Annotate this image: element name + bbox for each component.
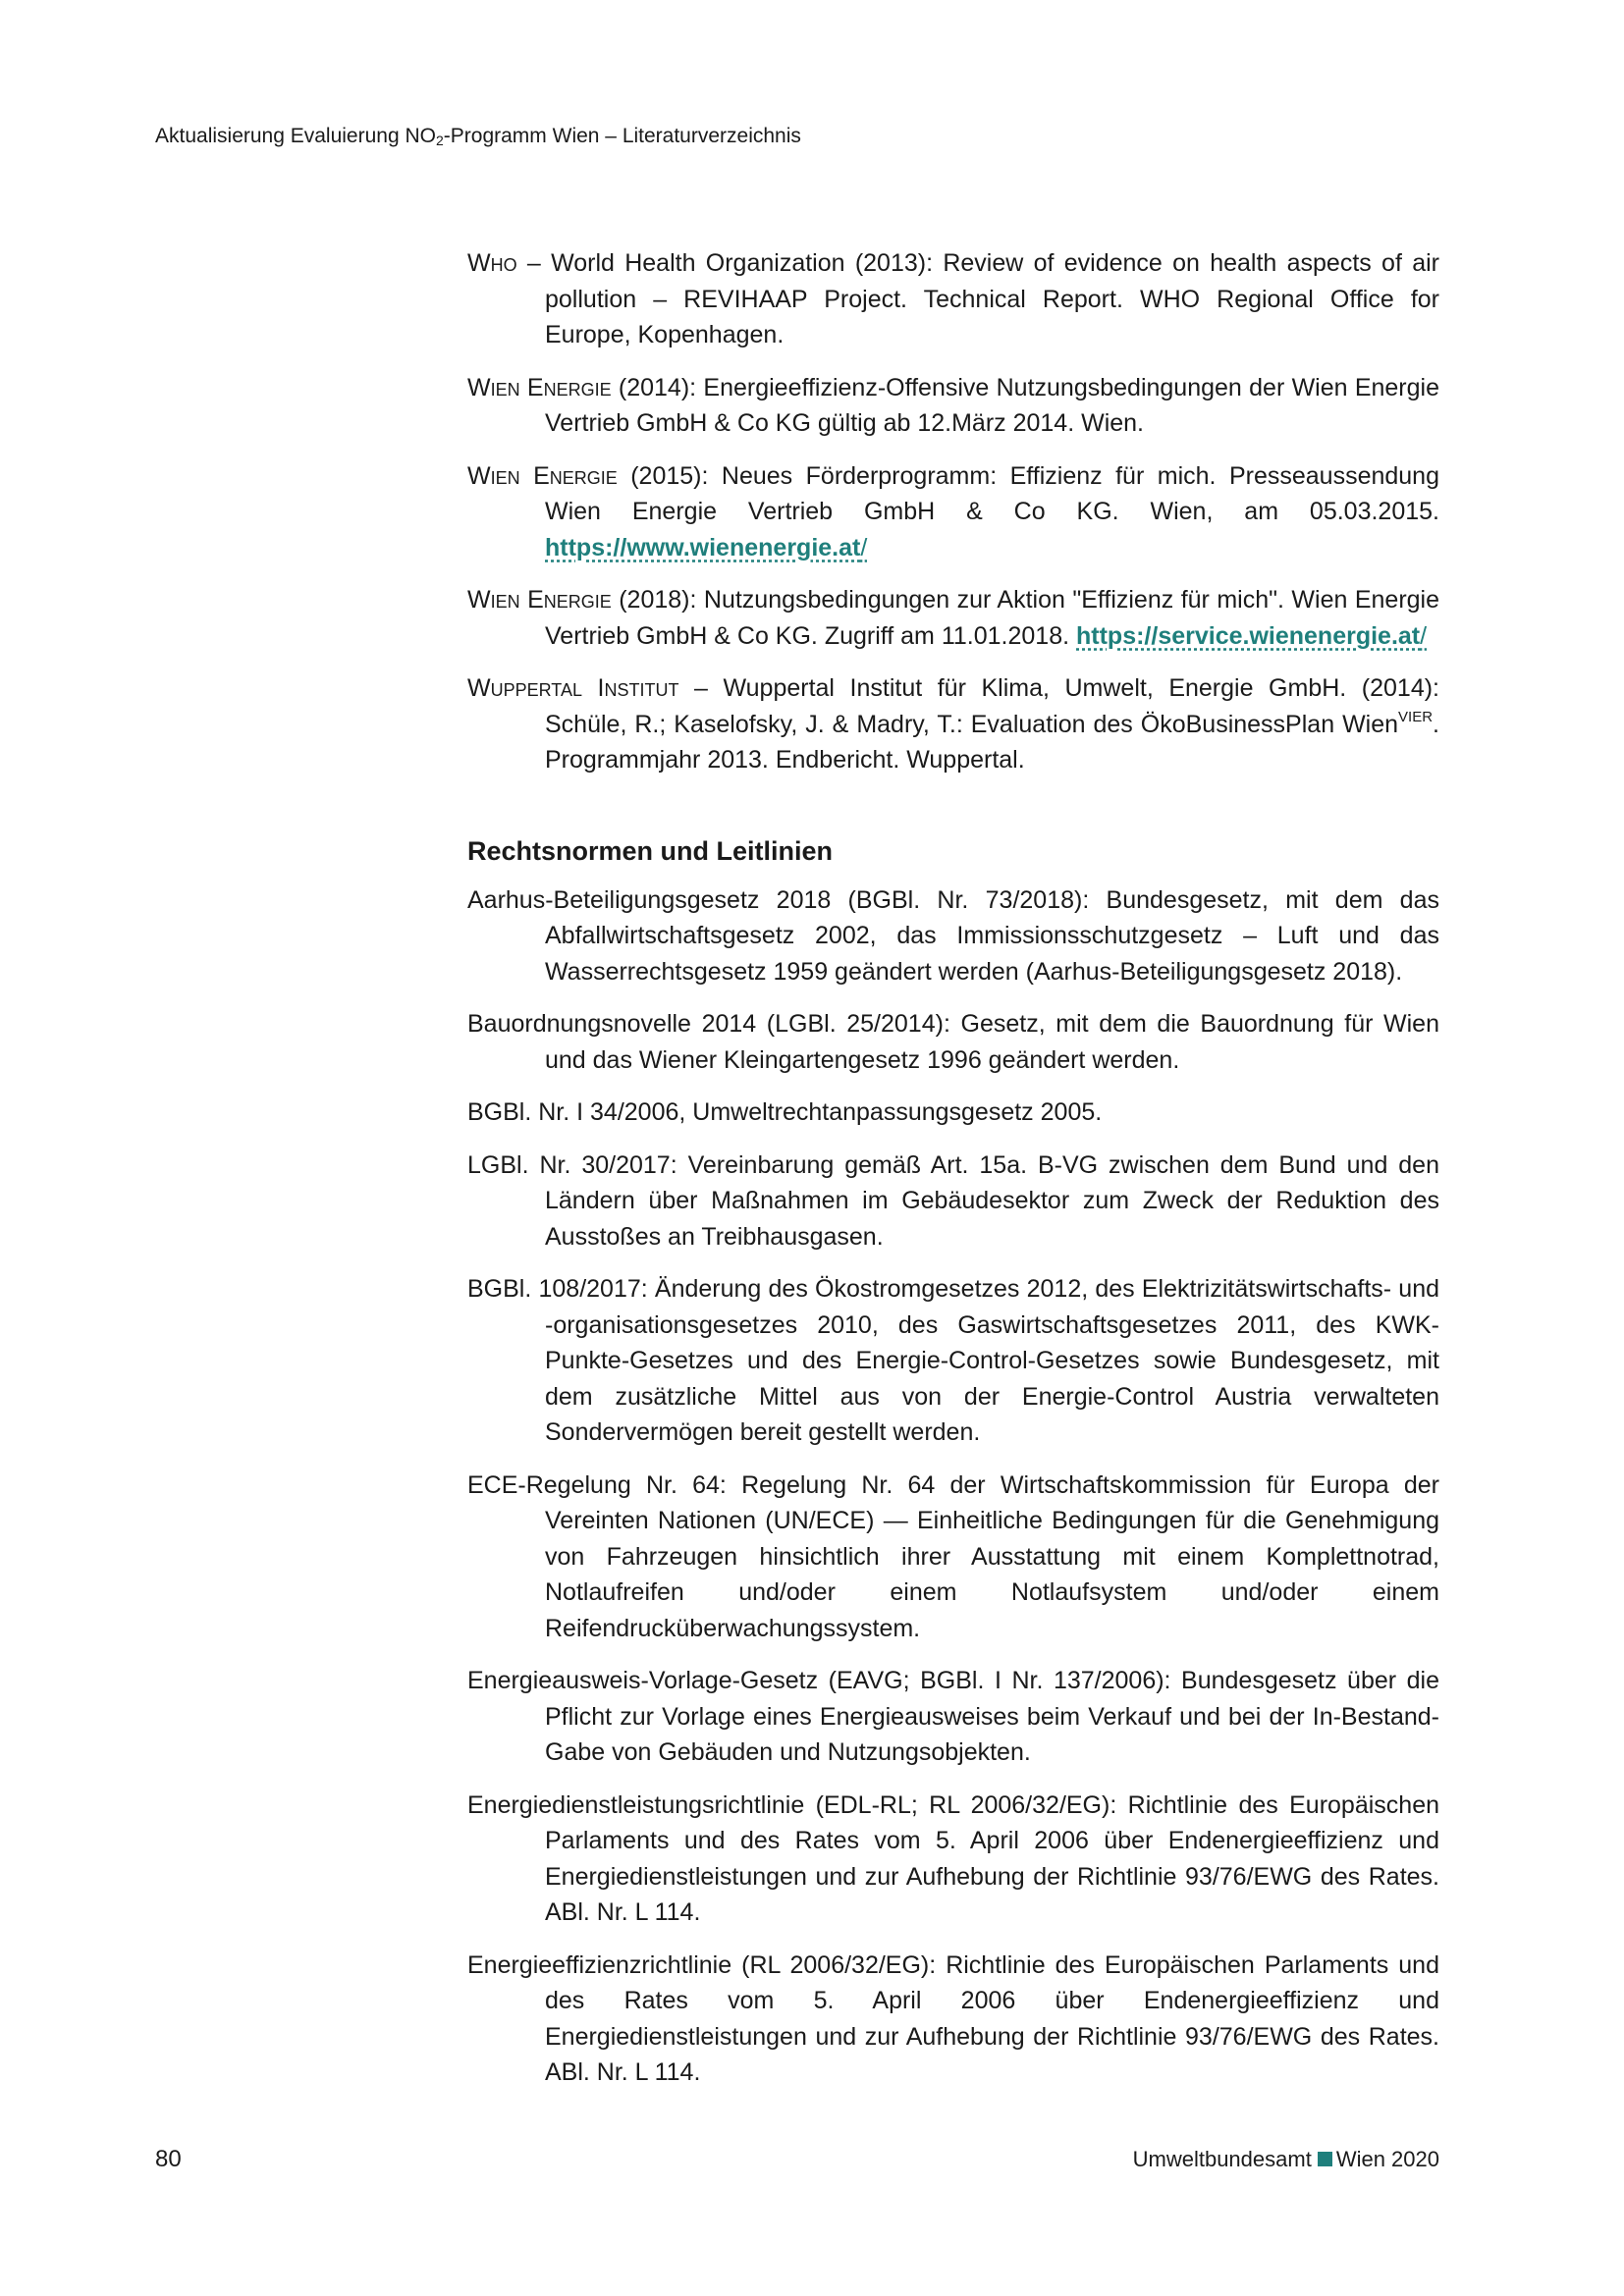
square-separator-icon [1318,2152,1332,2166]
norm-entry: Bauordnungsnovelle 2014 (LGBl. 25/2014): Gesetz, mit dem die Bauordnung für Wien und das Wiener Kleingartengesetz 1996 geändert werden. [467,1010,1439,1074]
norm-entry: Energiedienstleistungsrichtlinie (EDL-RL; RL 2006/32/EG): Richtlinie des Europäischen Parlaments und des Rates vom 5. April 2006 über Endenergieeffizienz und Energiedienstleistungen und zur Aufhebung der Richtlinie 93/76/EWG des Rates. ABl. Nr. L 114. [467,1790,1439,1926]
page-number: 80 [155,2146,182,2172]
reference-author: Wien Energie [467,461,618,490]
reference-author: Wien Energie [467,373,612,401]
reference-author: Wien Energie [467,586,612,614]
reference-entry [467,245,1439,353]
norm-entry: Energieeffizienzrichtlinie (RL 2006/32/EG): Richtlinie des Europäischen Parlaments und des Rates vom 5. April 2006 über Endenergieeffizienz und Energiedienstleistungen und zur Aufhebung der Richtlinie 93/76/EWG des Rates. ABl. Nr. L 114. [467,1950,1439,2086]
reference-text: (2018): Nutzungsbedingungen zur Aktion "Effizienz für mich". Wien Energie Vertrieb GmbH & Co KG. Zugriff am 11.01.2018. [545,586,1440,650]
reference-text: (2015): Neues Förderprogramm: Effizienz für mich. Presseaussendung Wien Energie Vertrieb GmbH & Co KG. Wien, am 05.03.2015. [545,461,1439,525]
header-subscript: 2 [435,133,444,148]
reference-author: Wuppertal Institut [467,674,679,702]
reference-entry [467,458,1439,566]
norm-entry: BGBl. Nr. I 34/2006, Umweltrechtanpassungsgesetz 2005. [467,1098,1103,1126]
norm-entry: BGBl. 108/2017: Änderung des Ökostromgesetzes 2012, des Elektrizitätswirtschafts- und -organisationsgesetzes 2010, des Gaswirtschaftsgesetzes 2011, des KWK-Punkte-Gesetzes und des Energie-Control-Gesetzes sowie Bundesgesetz, mit dem zusätzliche Mittel aus von der Energie-Control Austria verwalteten Sondervermögen bereit gestellt werden. [467,1275,1439,1446]
reference-link-tail: / [860,533,868,561]
norm-entry: Energieausweis-Vorlage-Gesetz (EAVG; BGBl. I Nr. 137/2006): Bundesgesetz über die Pflicht zur Vorlage eines Energieausweises beim Verkauf und bei der In-Bestand-Gabe von Gebäuden und Nutzungsobjekten. [467,1667,1439,1766]
reference-link[interactable] [1076,622,1427,650]
reference-text-after: . Programmjahr 2013. Endbericht. Wuppertal. [545,710,1439,774]
reference-entry [467,670,1439,778]
reference-author: Who [467,249,517,277]
publication-place-year: Wien 2020 [1335,2147,1439,2171]
header-text-pre: Aktualisierung Evaluierung NO [155,125,436,147]
reference-entry [467,370,1439,442]
norm-entry: Aarhus-Beteiligungsgesetz 2018 (BGBl. Nr. 73/2018): Bundesgesetz, mit dem das Abfallwirtschaftsgesetz 2002, das Immissionsschutzgesetz – Luft und das Wasserrechtsgesetz 1959 geändert werden (Aarhus-Beteiligungsgesetz 2018). [467,885,1439,986]
reference-link-url: https://service.wienenergie.at [1076,621,1421,650]
running-header [155,125,801,148]
reference-link[interactable] [545,534,867,561]
reference-link-url: https://www.wienenergie.at [545,533,861,561]
reference-text: – World Health Organization (2013): Review of evidence on health aspects of air pollution – REVIHAAP Project. Technical Report. WHO Regional Office for Europe, Kopenhagen. [516,249,1439,348]
norm-entry: ECE-Regelung Nr. 64: Regelung Nr. 64 der Wirtschaftskommission für Europa der Vereinten Nationen (UN/ECE) — Einheitliche Bedingungen für die Genehmigung von Fahrzeugen hinsichtlich ihrer Ausstattung mit einem Komplettnotrad, Notlaufreifen und/oder einem Notlaufsystem und/oder einem Reifendrucküberwachungssystem. [467,1470,1439,1642]
norm-entry: LGBl. Nr. 30/2017: Vereinbarung gemäß Art. 15a. B-VG zwischen dem Bund und den Ländern über Maßnahmen im Gebäudesektor zum Zweck der Reduktion des Ausstoßes an Treibhausgasen. [467,1150,1439,1251]
publisher-name: Umweltbundesamt [1132,2147,1312,2171]
reference-superscript: VIER [1398,708,1434,725]
reference-entry [467,582,1439,654]
reference-text: (2014): Energieeffizienz-Offensive Nutzungsbedingungen der Wien Energie Vertrieb GmbH & Co KG gültig ab 12.März 2014. Wien. [545,373,1439,437]
reference-link-tail: / [1420,621,1428,650]
section-heading: Rechtsnormen und Leitlinien [467,835,834,866]
header-text-post: -Programm Wien – Literaturverzeichnis [443,125,801,147]
bibliography [467,245,1439,2108]
reference-text: – Wuppertal Institut für Klima, Umwelt, Energie GmbH. (2014): Schüle, R.; Kaselofsky, J. & Madry, T.: Evaluation des ÖkoBusinessPlan Wien [545,674,1439,738]
footer-publisher [1133,2147,1439,2172]
